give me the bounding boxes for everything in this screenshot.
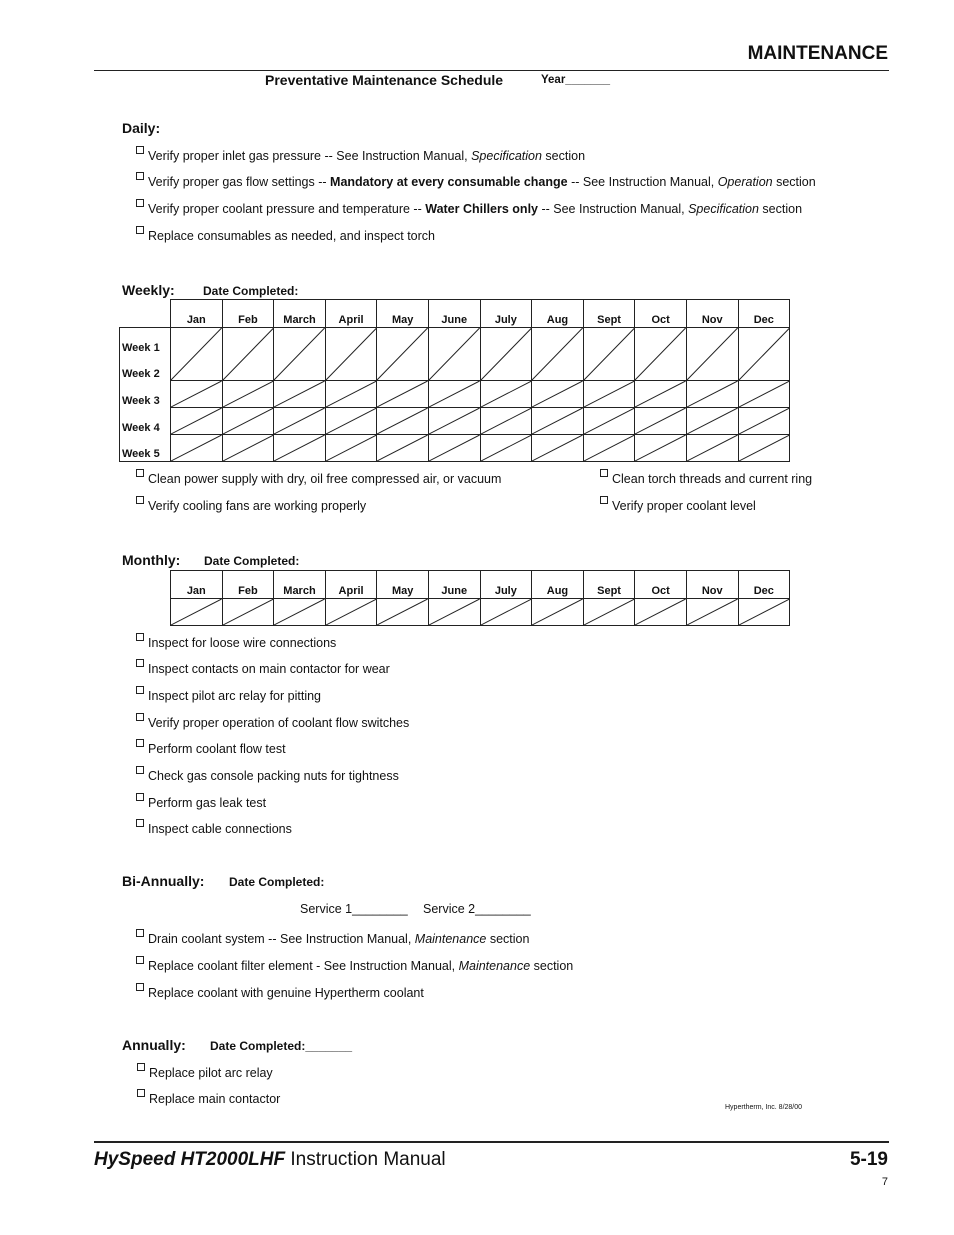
month-header: Jan (171, 571, 223, 599)
checklist-item (136, 823, 292, 836)
date-cell[interactable] (532, 435, 584, 462)
date-cell[interactable] (428, 599, 480, 626)
date-cell[interactable] (635, 408, 687, 435)
diagonal-slash (739, 328, 790, 380)
date-cell[interactable] (583, 599, 635, 626)
date-cell[interactable] (171, 408, 223, 435)
monthly-title: Monthly: (122, 552, 181, 568)
diagonal-slash (584, 328, 635, 380)
month-header: Oct (635, 300, 687, 328)
item-text (148, 203, 802, 216)
date-cell[interactable] (377, 408, 429, 435)
diagonal-slash (326, 435, 377, 461)
item-text (148, 176, 816, 189)
item-text-part: section (772, 175, 816, 189)
date-cell[interactable] (635, 599, 687, 626)
month-header: Dec (738, 300, 790, 328)
date-cell[interactable] (171, 328, 223, 381)
month-header: Feb (222, 571, 274, 599)
diagonal-slash (739, 381, 790, 407)
date-cell[interactable] (171, 599, 223, 626)
date-cell[interactable] (377, 599, 429, 626)
diagonal-slash (687, 599, 738, 625)
checkbox-icon[interactable] (136, 819, 144, 827)
date-cell[interactable] (635, 328, 687, 381)
item-text-part: Replace main contactor (149, 1092, 281, 1106)
date-cell[interactable] (738, 328, 790, 381)
date-cell[interactable] (274, 599, 326, 626)
item-text-part: section (530, 959, 574, 973)
daily-title: Daily: (122, 120, 161, 136)
date-cell[interactable] (532, 408, 584, 435)
date-cell[interactable] (583, 408, 635, 435)
checklist-item (136, 473, 501, 486)
date-cell[interactable] (480, 328, 532, 381)
checklist-item (136, 637, 336, 650)
month-header: June (428, 571, 480, 599)
annually-title: Annually: (122, 1037, 186, 1053)
month-header: Dec (738, 571, 790, 599)
checkbox-icon[interactable] (136, 469, 144, 477)
corner-cell (120, 300, 171, 328)
diagonal-slash (532, 381, 583, 407)
date-cell[interactable] (583, 328, 635, 381)
month-header: May (377, 571, 429, 599)
item-text (148, 473, 501, 486)
date-cell[interactable] (377, 381, 429, 408)
schedule-title: Preventative Maintenance Schedule (265, 72, 504, 88)
item-text-part: Verify proper coolant level (612, 499, 756, 513)
date-cell[interactable] (738, 599, 790, 626)
diagonal-slash (687, 328, 738, 380)
item-text (149, 1093, 280, 1106)
item-text (148, 933, 529, 946)
item-text-part: Replace pilot arc relay (149, 1066, 273, 1080)
diagonal-slash (223, 408, 274, 434)
date-cell[interactable] (532, 381, 584, 408)
checkbox-icon[interactable] (136, 172, 144, 180)
diagonal-slash (274, 328, 325, 380)
diagonal-slash (274, 599, 325, 625)
weekly-table (119, 299, 790, 462)
week-label-text: Week 1 (122, 341, 160, 354)
diagonal-slash (635, 408, 686, 434)
item-text-part: Perform gas leak test (148, 796, 267, 810)
date-cell[interactable] (274, 435, 326, 462)
item-text (148, 663, 390, 676)
checkbox-icon[interactable] (136, 739, 144, 747)
item-text (148, 717, 409, 730)
footer-rule (94, 1141, 889, 1143)
item-text-part: Replace coolant with genuine Hypertherm coolant (148, 986, 424, 1000)
item-text-part: Replace coolant filter element - See Instruction Manual, (148, 959, 459, 973)
diagonal-slash (223, 599, 274, 625)
date-cell[interactable] (480, 381, 532, 408)
date-cell[interactable] (686, 599, 738, 626)
checkbox-icon[interactable] (600, 496, 608, 504)
diagonal-slash (377, 435, 428, 461)
date-cell[interactable] (532, 328, 584, 381)
item-text-part: section (486, 932, 530, 946)
diagonal-slash (481, 408, 532, 434)
date-cell[interactable] (222, 599, 274, 626)
item-text-part: Inspect for loose wire connections (148, 636, 337, 650)
diagonal-slash (532, 435, 583, 461)
checkbox-icon[interactable] (136, 226, 144, 234)
diagonal-slash (739, 435, 790, 461)
month-header: April (325, 571, 377, 599)
checkbox-icon[interactable] (136, 713, 144, 721)
item-text-part: Clean power supply with dry, oil free compressed air, or vacuum (148, 472, 502, 486)
checklist-item (136, 987, 424, 1000)
date-cell[interactable] (428, 435, 480, 462)
item-text-part: Check gas console packing nuts for tightness (148, 769, 399, 783)
date-cell[interactable] (583, 381, 635, 408)
item-text-part: Verify cooling fans are working properly (148, 499, 367, 513)
diagonal-slash (584, 435, 635, 461)
checklist-item (136, 743, 286, 756)
week-label (120, 435, 171, 462)
diagonal-slash (171, 408, 222, 434)
date-cell[interactable] (325, 435, 377, 462)
date-cell[interactable] (635, 435, 687, 462)
date-cell[interactable] (171, 435, 223, 462)
item-text-part: Inspect pilot arc relay for pitting (148, 689, 321, 703)
date-cell[interactable] (686, 381, 738, 408)
date-cell[interactable] (274, 381, 326, 408)
diagonal-slash (481, 381, 532, 407)
annually-date-label: Date Completed:_______ (210, 1039, 353, 1053)
item-text (148, 637, 336, 650)
date-cell[interactable] (325, 599, 377, 626)
month-header: Aug (532, 571, 584, 599)
month-header: March (274, 571, 326, 599)
item-text (148, 823, 292, 836)
item-text-part: Verify proper coolant pressure and temperature -- (148, 202, 426, 216)
diagonal-slash (274, 381, 325, 407)
month-header-row (120, 300, 790, 328)
item-text-part: Mandatory at every consumable change (330, 175, 568, 189)
checklist-item (136, 770, 399, 783)
diagonal-slash (584, 599, 635, 625)
checkbox-icon[interactable] (136, 633, 144, 641)
diagonal-slash (481, 599, 532, 625)
date-cell[interactable] (222, 381, 274, 408)
month-header: Feb (222, 300, 274, 328)
checklist-item (136, 960, 573, 973)
item-text-part: -- See Instruction Manual, (538, 202, 689, 216)
checkbox-icon[interactable] (137, 1089, 145, 1097)
month-header: Aug (532, 300, 584, 328)
monthly-table (170, 570, 790, 626)
week-label-text: Week 3 (122, 394, 160, 407)
checkbox-icon[interactable] (136, 956, 144, 964)
checklist-item (600, 473, 812, 486)
diagonal-slash (274, 435, 325, 461)
checklist-item (136, 797, 266, 810)
checkbox-icon[interactable] (136, 146, 144, 154)
checklist-item (136, 500, 366, 513)
checklist-item (137, 1067, 273, 1080)
date-cell[interactable] (480, 408, 532, 435)
item-text (148, 987, 424, 1000)
diagonal-slash (223, 381, 274, 407)
checkbox-icon[interactable] (136, 199, 144, 207)
diagonal-slash (223, 328, 274, 380)
diagonal-slash (687, 408, 738, 434)
diagonal-slash (377, 408, 428, 434)
diagonal-slash (481, 435, 532, 461)
diagonal-slash (326, 599, 377, 625)
diagonal-slash (635, 328, 686, 380)
date-cell[interactable] (532, 599, 584, 626)
item-text (148, 743, 286, 756)
item-text (612, 500, 756, 513)
checklist-item (137, 1093, 280, 1106)
item-text-part: Water Chillers only (425, 202, 538, 216)
item-text-part: Inspect contacts on main contactor for wear (148, 662, 390, 676)
month-header: Nov (686, 300, 738, 328)
checklist-item (600, 500, 756, 513)
item-text-part: Verify proper inlet gas pressure -- See Instruction Manual, (148, 149, 472, 163)
credit-line: Hypertherm, Inc. 8/28/00 (725, 1104, 803, 1111)
item-text (148, 230, 435, 243)
checklist-item (136, 150, 585, 163)
week-label-text: Week 5 (122, 448, 160, 460)
week-row (120, 381, 790, 408)
diagonal-slash (584, 381, 635, 407)
month-header: July (480, 300, 532, 328)
diagonal-slash (739, 408, 790, 434)
diagonal-slash (532, 599, 583, 625)
checkbox-icon[interactable] (136, 983, 144, 991)
date-cell[interactable] (377, 435, 429, 462)
date-cell[interactable] (428, 328, 480, 381)
month-header: Nov (686, 571, 738, 599)
month-header: July (480, 571, 532, 599)
checkbox-icon[interactable] (136, 766, 144, 774)
service2-field: Service 2________ (423, 902, 531, 916)
date-cell[interactable] (686, 328, 738, 381)
service1-field: Service 1________ (300, 902, 408, 916)
diagonal-slash (171, 435, 222, 461)
date-cell[interactable] (325, 381, 377, 408)
diagonal-slash (223, 435, 274, 461)
date-cell[interactable] (635, 381, 687, 408)
week-row (120, 328, 790, 381)
date-cell[interactable] (738, 408, 790, 435)
year-field: Year_______ (541, 74, 611, 86)
diagonal-slash (171, 328, 222, 380)
item-text (612, 473, 812, 486)
date-cell[interactable] (738, 381, 790, 408)
week-row (120, 408, 790, 435)
item-text-part: Drain coolant system -- See Instruction Manual, (148, 932, 415, 946)
month-header-row (171, 571, 790, 599)
date-cell[interactable] (222, 408, 274, 435)
item-text-part: Verify proper gas flow settings -- (148, 175, 331, 189)
item-text (149, 1067, 273, 1080)
date-cell[interactable] (428, 381, 480, 408)
item-text-part: Replace consumables as needed, and inspect torch (148, 229, 435, 243)
checklist-item (136, 933, 529, 946)
diagonal-slash (429, 599, 480, 625)
item-text (148, 150, 585, 163)
footer-manual: Instruction Manual (285, 1149, 446, 1170)
date-cell[interactable] (480, 435, 532, 462)
date-cell[interactable] (274, 408, 326, 435)
monthly-date-label: Date Completed: (204, 554, 300, 568)
item-text-part: Specification (688, 202, 759, 216)
footer-brand: HySpeed HT2000LHF (94, 1149, 286, 1170)
checklist-item (136, 203, 802, 216)
biannually-date-label: Date Completed: (229, 875, 325, 889)
item-text (148, 690, 321, 703)
item-text (148, 797, 266, 810)
date-cell[interactable] (428, 408, 480, 435)
date-cell[interactable] (686, 435, 738, 462)
diagonal-slash (429, 408, 480, 434)
month-header: June (428, 300, 480, 328)
checklist-item (136, 230, 435, 243)
item-text (148, 500, 366, 513)
diagonal-slash (171, 381, 222, 407)
diagonal-slash (326, 328, 377, 380)
month-header: Sept (583, 300, 635, 328)
month-header: April (325, 300, 377, 328)
header-rule (94, 70, 889, 71)
month-header: May (377, 300, 429, 328)
item-text-part: Perform coolant flow test (148, 742, 286, 756)
month-header: March (274, 300, 326, 328)
diagonal-slash (429, 381, 480, 407)
week-row (120, 435, 790, 462)
checkbox-icon[interactable] (137, 1063, 145, 1071)
diagonal-slash (429, 328, 480, 380)
date-cell[interactable] (274, 328, 326, 381)
footer-page-number: 5-19 (849, 1149, 888, 1170)
checkbox-icon[interactable] (136, 929, 144, 937)
checkbox-icon[interactable] (136, 659, 144, 667)
date-cell[interactable] (686, 408, 738, 435)
date-cell[interactable] (738, 435, 790, 462)
checkbox-icon[interactable] (600, 469, 608, 477)
footer-title (94, 1149, 446, 1171)
date-cell[interactable] (171, 381, 223, 408)
date-cell[interactable] (325, 408, 377, 435)
checkbox-icon[interactable] (136, 496, 144, 504)
diagonal-slash (377, 381, 428, 407)
diagonal-slash (532, 328, 583, 380)
diagonal-slash (635, 599, 686, 625)
diagonal-slash (481, 328, 532, 380)
week-label-text: Week 2 (122, 367, 160, 380)
date-cell[interactable] (222, 328, 274, 381)
diagonal-slash (429, 435, 480, 461)
diagonal-slash (635, 435, 686, 461)
section-header: MAINTENANCE (747, 43, 888, 64)
month-date-row (171, 599, 790, 626)
item-text-part: section (758, 202, 803, 216)
diagonal-slash (171, 599, 222, 625)
weekly-date-label: Date Completed: (203, 284, 299, 298)
item-text-part: Verify proper operation of coolant flow switches (148, 716, 410, 730)
checkbox-icon[interactable] (136, 686, 144, 694)
sheet-number: 7 (881, 1176, 888, 1188)
date-cell[interactable] (222, 435, 274, 462)
week-label (120, 328, 171, 381)
item-text-part: Maintenance (458, 959, 531, 973)
diagonal-slash (635, 381, 686, 407)
checklist-item (136, 176, 816, 189)
month-header: Sept (583, 571, 635, 599)
date-cell[interactable] (325, 328, 377, 381)
diagonal-slash (326, 381, 377, 407)
date-cell[interactable] (377, 328, 429, 381)
item-text-part: section (541, 149, 586, 163)
item-text (148, 960, 573, 973)
month-header: Oct (635, 571, 687, 599)
item-text-part: Clean torch threads and current ring (612, 472, 813, 486)
diagonal-slash (687, 381, 738, 407)
item-text-part: Specification (471, 149, 542, 163)
item-text-part: Maintenance (414, 932, 487, 946)
date-cell[interactable] (480, 599, 532, 626)
week-label-text: Week 4 (122, 421, 160, 434)
week-label (120, 408, 171, 435)
item-text (148, 770, 399, 783)
item-text-part: Inspect cable connections (148, 822, 292, 836)
diagonal-slash (326, 408, 377, 434)
checklist-item (136, 717, 409, 730)
weekly-title: Weekly: (122, 282, 175, 298)
diagonal-slash (274, 408, 325, 434)
biannually-title: Bi-Annually: (122, 873, 205, 889)
diagonal-slash (377, 599, 428, 625)
date-cell[interactable] (583, 435, 635, 462)
week-label (120, 381, 171, 408)
diagonal-slash (377, 328, 428, 380)
diagonal-slash (687, 435, 738, 461)
item-text-part: -- See Instruction Manual, (567, 175, 718, 189)
item-text-part: Operation (717, 175, 773, 189)
checkbox-icon[interactable] (136, 793, 144, 801)
month-header: Jan (171, 300, 223, 328)
checklist-item (136, 663, 390, 676)
diagonal-slash (739, 599, 790, 625)
diagonal-slash (532, 408, 583, 434)
diagonal-slash (584, 408, 635, 434)
checklist-item (136, 690, 321, 703)
